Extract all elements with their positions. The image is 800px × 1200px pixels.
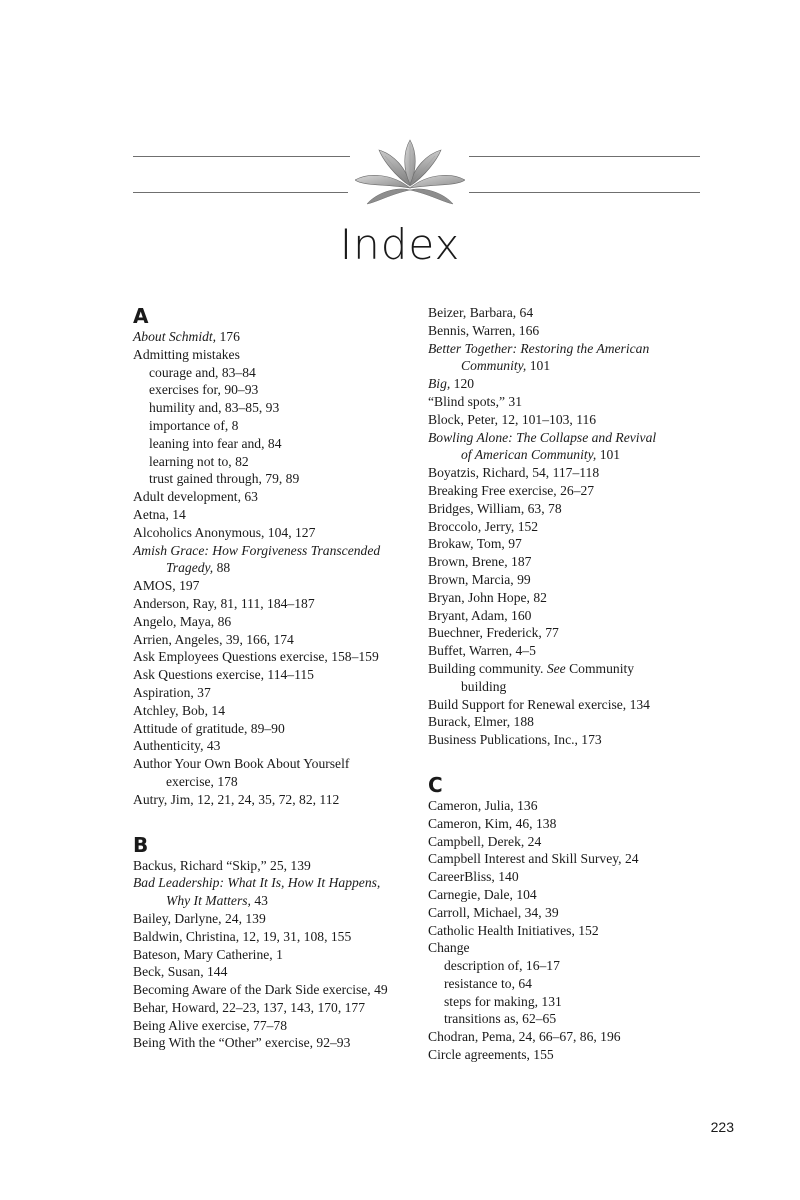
page-title: Index <box>339 220 461 269</box>
index-subentry: learning not to, 82 <box>149 453 249 469</box>
index-entry: About Schmidt, 176 <box>133 329 240 344</box>
index-entry-continuation: Tragedy, 88 <box>166 560 231 576</box>
index-entry: Brown, Brene, 187 <box>428 554 532 570</box>
section-letter-b: B <box>133 832 149 857</box>
index-entry-continuation: Community, 101 <box>461 358 551 374</box>
index-entry: Baldwin, Christina, 12, 19, 31, 108, 155 <box>133 928 352 944</box>
index-column-left <box>133 304 418 1052</box>
index-entry: AMOS, 197 <box>133 578 200 594</box>
index-entry: Buechner, Frederick, 77 <box>428 625 559 641</box>
index-entry: Bridges, William, 63, 78 <box>428 500 562 516</box>
index-entry: Amish Grace: How Forgiveness Transcended <box>133 542 381 558</box>
index-entry: Cameron, Julia, 136 <box>428 797 538 813</box>
index-entry: Authenticity, 43 <box>133 738 221 754</box>
index-subentry: courage and, 83–84 <box>149 364 256 380</box>
index-entry: Ask Questions exercise, 114–115 <box>133 667 314 683</box>
index-entry: Atchley, Bob, 14 <box>133 702 225 718</box>
index-entry: Alcoholics Anonymous, 104, 127 <box>133 524 316 540</box>
index-entry: Bad Leadership: What It Is, How It Happens, <box>133 875 381 891</box>
index-entry: Better Together: Restoring the American <box>428 340 650 356</box>
index-entry-continuation: exercise, 178 <box>166 773 238 789</box>
index-entry: Carroll, Michael, 34, 39 <box>428 904 559 920</box>
index-entry: CareerBliss, 140 <box>428 869 519 885</box>
index-entry: Cameron, Kim, 46, 138 <box>428 815 557 831</box>
index-entry: Aetna, 14 <box>133 506 186 522</box>
index-subentry: importance of, 8 <box>149 417 239 433</box>
index-subentry: leaning into fear and, 84 <box>149 435 282 451</box>
index-entry: Business Publications, Inc., 173 <box>428 732 602 748</box>
section-letter-c: C <box>428 772 443 797</box>
index-entry: Backus, Richard “Skip,” 25, 139 <box>133 857 311 873</box>
index-entry: Angelo, Maya, 86 <box>133 613 232 629</box>
index-entry-continuation: building <box>461 678 507 694</box>
index-entry: Boyatzis, Richard, 54, 117–118 <box>428 465 600 481</box>
index-entry: Big, 120 <box>428 376 475 392</box>
index-entry: Bailey, Darlyne, 24, 139 <box>133 910 266 926</box>
index-entry: Bennis, Warren, 166 <box>428 322 540 338</box>
index-entry: Autry, Jim, 12, 21, 24, 35, 72, 82, 112 <box>133 791 340 807</box>
index-entry: Block, Peter, 12, 101–103, 116 <box>428 411 597 427</box>
index-entry: Admitting mistakes <box>133 346 240 362</box>
index-entry: Author Your Own Book About Yourself <box>133 756 350 772</box>
index-entry: Bateson, Mary Catherine, 1 <box>133 946 283 962</box>
top-left-rule <box>133 156 350 157</box>
top-right-rule <box>469 156 700 157</box>
index-entry: Campbell Interest and Skill Survey, 24 <box>428 851 639 867</box>
index-entry: Brown, Marcia, 99 <box>428 571 531 587</box>
index-column-right <box>428 304 718 1064</box>
index-entry: Catholic Health Initiatives, 152 <box>428 922 599 938</box>
index-subentry: trust gained through, 79, 89 <box>149 471 300 487</box>
index-entry: Adult development, 63 <box>133 489 258 505</box>
index-entry: Brokaw, Tom, 97 <box>428 536 522 552</box>
index-entry: Becoming Aware of the Dark Side exercise, 49 <box>133 982 388 998</box>
index-entry: Broccolo, Jerry, 152 <box>428 518 539 534</box>
index-entry: Burack, Elmer, 188 <box>428 714 534 730</box>
index-subentry: description of, 16–17 <box>444 958 560 974</box>
sage-leaves-icon <box>355 136 465 206</box>
index-subentry: exercises for, 90–93 <box>149 382 259 398</box>
index-entry-continuation: of American Community, 101 <box>461 447 621 463</box>
index-entry: Circle agreements, 155 <box>428 1047 554 1063</box>
index-entry: Beck, Susan, 144 <box>133 964 228 980</box>
index-entry: Being With the “Other” exercise, 92–93 <box>133 1035 351 1051</box>
index-subentry: humility and, 83–85, 93 <box>149 400 280 416</box>
index-subentry: resistance to, 64 <box>444 975 532 991</box>
index-entry: “Blind spots,” 31 <box>428 393 523 409</box>
page-number: 223 <box>710 1119 734 1135</box>
index-entry: Being Alive exercise, 77–78 <box>133 1017 288 1033</box>
index-entry: Aspiration, 37 <box>133 684 211 700</box>
index-entry: Building community. See Community <box>428 660 635 676</box>
index-subentry: steps for making, 131 <box>444 993 562 1009</box>
index-entry: Anderson, Ray, 81, 111, 184–187 <box>133 595 315 611</box>
index-entry: Bryant, Adam, 160 <box>428 607 532 623</box>
index-entry: Attitude of gratitude, 89–90 <box>133 720 285 736</box>
index-entry: Arrien, Angeles, 39, 166, 174 <box>133 631 294 647</box>
index-entry: Bowling Alone: The Collapse and Revival <box>428 429 657 445</box>
section-letter-a: A <box>133 304 149 328</box>
index-entry: Beizer, Barbara, 64 <box>428 305 534 320</box>
index-entry: Ask Employees Questions exercise, 158–159 <box>133 649 379 665</box>
index-entry: Breaking Free exercise, 26–27 <box>428 482 595 498</box>
index-entry: Change <box>428 940 470 956</box>
index-subentry: transitions as, 62–65 <box>444 1011 557 1027</box>
index-entry: Build Support for Renewal exercise, 134 <box>428 696 650 712</box>
bottom-left-rule <box>133 192 348 193</box>
index-entry: Behar, Howard, 22–23, 137, 143, 170, 177 <box>133 999 366 1015</box>
index-entry: Buffet, Warren, 4–5 <box>428 643 536 659</box>
index-entry: Campbell, Derek, 24 <box>428 833 542 849</box>
index-entry-continuation: Why It Matters, 43 <box>166 893 268 909</box>
index-entry: Chodran, Pema, 24, 66–67, 86, 196 <box>428 1029 621 1045</box>
index-entry: Bryan, John Hope, 82 <box>428 589 547 605</box>
bottom-right-rule <box>469 192 700 193</box>
index-entry: Carnegie, Dale, 104 <box>428 886 537 902</box>
